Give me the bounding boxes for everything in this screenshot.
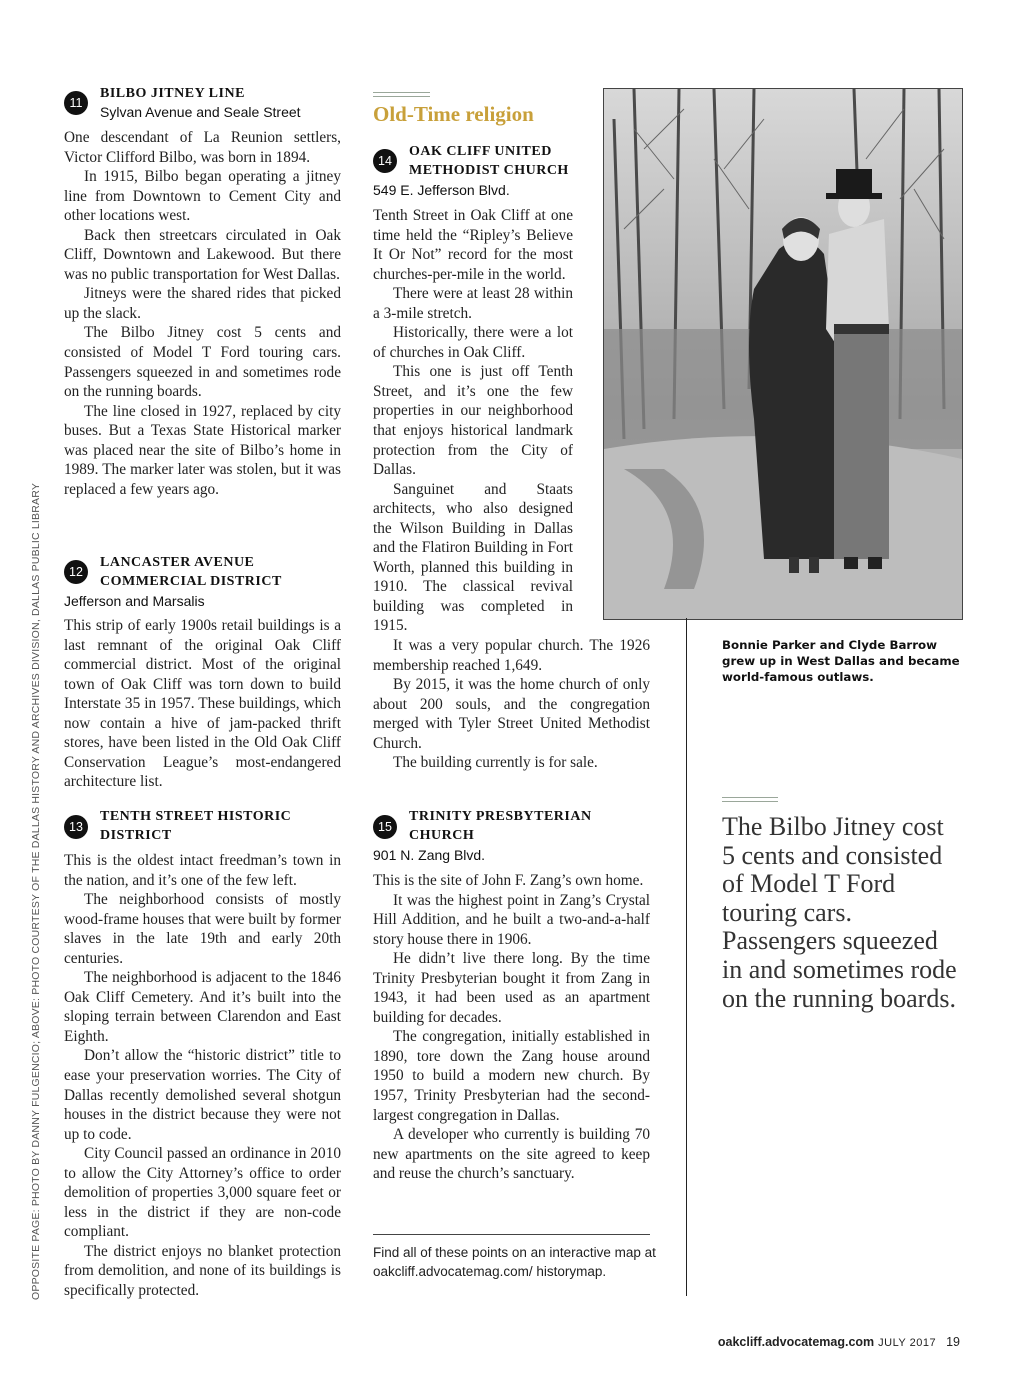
entry-body [373,871,650,1184]
footer-date: JULY 2017 [878,1337,937,1349]
entry-title [100,807,291,845]
paragraph: The neighborhood consists of mostly wood-frame houses that were built by former slaves in the late 19th and early 20th centuries. [64,891,341,967]
paragraph: The congregation, initially established in 1890, tore down the Zang house around 1950 to build a modern new church. By 1957, Trinity Presbyterian had the second-largest congregation in Dallas. [373,1028,650,1124]
entry-title-line: TENTH STREET HISTORIC [100,809,292,824]
entry-title-line: TRINITY PRESBYTERIAN [409,809,592,824]
paragraph: One descendant of La Reunion settlers, Victor Clifford Bilbo, was born in 1894. [64,129,341,166]
footer-site: oakcliff.advocatemag.com [717,1335,875,1349]
entry-title-line: LANCASTER AVENUE [100,555,255,570]
entry-title-line: BILBO JITNEY LINE [100,86,245,101]
entry-title [100,553,282,591]
entry-number-badge: 15 [373,815,397,839]
entry-title-line: DISTRICT [100,828,172,843]
paragraph: This strip of early 1900s retail buildings is a last remnant of the original Oak Cliff commercial district. Most of the original town of Oak Cliff was torn down to build Interstate 35 in 1957. These buildings, which now contain a hive of jam-packed thrift stores, have been listed in the Old Oak Cliff Conservation League’s most-endangered architecture list. [64,617,341,791]
historical-photo [603,88,963,620]
paragraph: By 2015, it was the home church of only about 200 souls, and the congregation merged with Tyler Street United Methodist Church. [373,676,650,752]
entry-title [409,807,592,845]
entry-number-badge: 11 [64,91,88,115]
section-title: Old-Time religion [373,102,534,126]
entry-number-badge: 14 [373,149,397,173]
paragraph: The Bilbo Jitney cost 5 cents and consisted of Model T Ford touring cars. Passengers squeezed in and sometimes rode on the running boards. [64,324,341,401]
entry-address: Sylvan Avenue and Seale Street [100,104,301,120]
entry-address: 549 E. Jefferson Blvd. [373,182,510,198]
paragraph: Back then streetcars circulated in Oak Cliff, Downtown and Lakewood. But there was no public transportation for West Dallas. [64,226,341,283]
pull-quote-rule [722,797,778,802]
paragraph: Sanguinet and Staats architects, who also designed the Wilson Building in Dallas and the Flatiron Building in Fort Worth, planned this building in 1910. The classical revival building was completed in 1915. [373,480,573,635]
pull-quote: The Bilbo Jitney cost 5 cents and consisted of Model T Ford touring cars. Passengers squeezed in and sometimes rode on the running boards. [722,812,957,1013]
paragraph: Historically, there were a lot of churches in Oak Cliff. [373,324,573,361]
paragraph: Tenth Street in Oak Cliff at one time held the “Ripley’s Believe It Or Not” record for the most churches-per-mile in the world. [373,207,573,283]
entry-title [409,142,569,180]
paragraph: The district enjoys no blanket protection from demolition, and none of its buildings is specifically protected. [64,1242,341,1300]
entry-address: Jefferson and Marsalis [64,593,205,609]
page-footer [718,1335,960,1349]
paragraph: A developer who currently is building 70 new apartments on the site agreed to keep and reuse the church’s sanctuary. [373,1126,650,1183]
photo-illustration [604,89,962,619]
paragraph: The neighborhood is adjacent to the 1846 Oak Cliff Cemetery. And it’s built into the sloping terrain between Clarendon and East Eighth. [64,969,341,1045]
paragraph: The line closed in 1927, replaced by city buses. But a Texas State Historical marker was placed near the site of Bilbo’s home in 1989. The marker later was stolen, but it was replaced a few years ago. [64,402,341,498]
entry-title-line: COMMERCIAL DISTRICT [100,574,282,589]
page-number: 19 [946,1335,960,1349]
entry-body [64,616,341,792]
paragraph: This one is just off Tenth Street, and it’s one the few properties in our neighborhood that enjoys historical landmark protection from the City of Dallas. [373,363,573,479]
section-rule [373,92,430,97]
photo-caption: Bonnie Parker and Clyde Barrow grew up in West Dallas and became world-famous outlaws. [722,638,960,684]
entry-body [64,851,341,1301]
paragraph: It was a very popular church. The 1926 membership reached 1,649. [373,637,650,674]
entry-title-line: CHURCH [409,828,475,843]
entry-number-badge: 13 [64,815,88,839]
paragraph: City Council passed an ordinance in 2010 to allow the City Attorney’s office to order demolition of properties 3,000 square feet or less in the district if they are non-code compliant. [64,1145,341,1241]
photo-credit: OPPOSITE PAGE: PHOTO BY DANNY FULGENCIO; ABOVE: PHOTO COURTESY OF THE DALLAS HISTORY AND ARCHIVES DIVISION, DALLAS PUBLIC LIBRARY [30,482,42,1300]
entry-address: 901 N. Zang Blvd. [373,847,486,863]
entry-body [64,128,341,499]
column-divider [686,618,687,1296]
entry-title [100,84,245,103]
paragraph: Don’t allow the “historic district” title to ease your preservation worries. The City of Dallas recently demolished several shotgun houses in the district because they were not up to code. [64,1047,341,1143]
note-divider [373,1234,650,1235]
paragraph: He didn’t live there long. By the time Trinity Presbyterian bought it from Zang in 1943, it had been used as an apartment building for decades. [373,950,650,1026]
map-note: Find all of these points on an interactive map at oakcliff.advocatemag.com/ historymap. [373,1245,656,1279]
paragraph: In 1915, Bilbo began operating a jitney line from Downtown to Cement City and other locations west. [64,168,341,225]
paragraph: This is the oldest intact freedman’s town in the nation, and it’s one of the few left. [64,852,341,889]
entry-title-line: METHODIST CHURCH [409,163,569,178]
paragraph: Jitneys were the shared rides that picked up the slack. [64,285,341,322]
paragraph: This is the site of John F. Zang’s own home. [373,872,644,889]
paragraph: It was the highest point in Zang’s Crystal Hill Addition, and he built a two-and-a-half story house there in 1906. [373,891,650,948]
paragraph: There were at least 28 within a 3-mile stretch. [373,285,573,322]
paragraph: The building currently is for sale. [393,754,598,772]
entry-number-badge: 12 [64,560,88,584]
entry-title-line: OAK CLIFF UNITED [409,144,552,159]
